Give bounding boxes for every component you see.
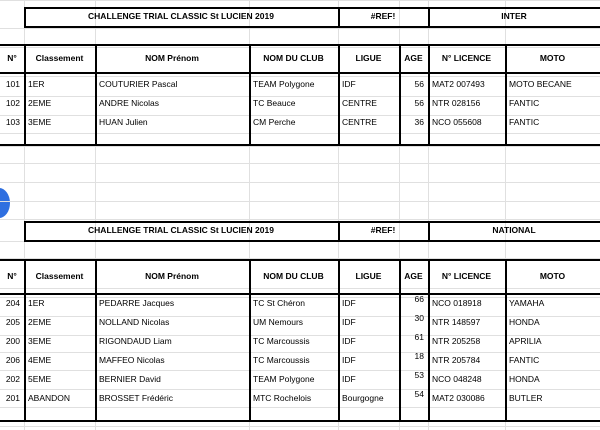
column-header: Classement	[35, 271, 84, 281]
table-cell[interactable]: 103	[5, 117, 20, 127]
table-cell[interactable]: 102	[5, 98, 20, 108]
table-cell[interactable]: 205	[5, 317, 20, 327]
table-cell[interactable]: 1ER	[28, 298, 45, 308]
table-cell[interactable]: 206	[5, 355, 20, 365]
table-cell[interactable]: BUTLER	[509, 393, 543, 403]
table-cell[interactable]: NTR 205784	[432, 355, 481, 365]
blue-circle-marker	[0, 188, 10, 218]
table-cell[interactable]: BROSSET Frédéric	[99, 393, 174, 403]
column-header: N° LICENCE	[441, 53, 492, 63]
column-header: NOM Prénom	[145, 53, 199, 63]
table-cell[interactable]: NOLLAND Nicolas	[99, 317, 170, 327]
table-cell[interactable]: PEDARRE Jacques	[99, 298, 175, 308]
table-cell[interactable]: IDF	[342, 79, 356, 89]
table-cell[interactable]: COUTURIER Pascal	[99, 79, 178, 89]
table-cell[interactable]: HONDA	[509, 317, 540, 327]
column-header: N°	[7, 53, 17, 63]
table-cell[interactable]: 30	[414, 313, 424, 323]
table-cell[interactable]: 204	[5, 298, 20, 308]
table-cell[interactable]: CENTRE	[342, 98, 377, 108]
table-cell[interactable]: TC Marcoussis	[253, 355, 310, 365]
column-header: NOM DU CLUB	[263, 271, 324, 281]
grid-row-line	[0, 28, 600, 29]
column-header: N° LICENCE	[441, 271, 492, 281]
table-cell[interactable]: 56	[414, 98, 424, 108]
column-header: MOTO	[539, 53, 566, 63]
column-header: NOM DU CLUB	[263, 53, 324, 63]
table-cell[interactable]: IDF	[342, 317, 356, 327]
table-cell[interactable]: 36	[414, 117, 424, 127]
table-cell[interactable]: ABANDON	[28, 393, 71, 403]
table-cell[interactable]: NTR 028156	[432, 98, 481, 108]
table-cell[interactable]: APRILIA	[509, 336, 542, 346]
table-cell[interactable]: NTR 148597	[432, 317, 481, 327]
column-header: NOM Prénom	[145, 271, 199, 281]
table-cell[interactable]: CM Perche	[253, 117, 296, 127]
grid-row-line	[0, 182, 600, 183]
section-title: CHALLENGE TRIAL CLASSIC St LUCIEN 2019	[88, 225, 274, 235]
table-cell[interactable]: RIGONDAUD Liam	[99, 336, 172, 346]
table-cell[interactable]: TC Beauce	[253, 98, 296, 108]
grid-row-line	[0, 0, 600, 1]
table-cell[interactable]: MOTO BECANE	[509, 79, 572, 89]
grid-row-line	[0, 146, 600, 147]
table-cell[interactable]: 3EME	[28, 117, 52, 127]
column-header: N°	[7, 271, 17, 281]
table-cell[interactable]: 3EME	[28, 336, 52, 346]
table-cell[interactable]: NTR 205258	[432, 336, 481, 346]
table-cell[interactable]: Bourgogne	[342, 393, 384, 403]
column-header: AGE	[404, 271, 423, 281]
table-cell[interactable]: ANDRE Nicolas	[99, 98, 159, 108]
header-bottom-border	[0, 72, 600, 74]
table-cell[interactable]: FANTIC	[509, 355, 540, 365]
table-cell[interactable]: 2EME	[28, 317, 52, 327]
table-cell[interactable]: MAFFEO Nicolas	[99, 355, 165, 365]
table-cell[interactable]: MAT2 007493	[432, 79, 485, 89]
grid-row-line	[0, 201, 600, 202]
ref-cell: #REF!	[370, 225, 396, 235]
table-cell[interactable]: 18	[414, 351, 424, 361]
category-label: NATIONAL	[492, 225, 536, 235]
title-bar-border	[24, 26, 600, 28]
table-cell[interactable]: 2EME	[28, 98, 52, 108]
table-cell[interactable]: FANTIC	[509, 117, 540, 127]
table-cell[interactable]: TEAM Polygone	[253, 374, 315, 384]
table-cell[interactable]: IDF	[342, 336, 356, 346]
table-cell[interactable]: NCO 018918	[432, 298, 482, 308]
table-cell[interactable]: CENTRE	[342, 117, 377, 127]
table-cell[interactable]: IDF	[342, 298, 356, 308]
table-cell[interactable]: 61	[414, 332, 424, 342]
column-header: LIGUE	[355, 271, 382, 281]
table-cell[interactable]: BERNIER David	[99, 374, 161, 384]
table-cell[interactable]: 201	[5, 393, 20, 403]
table-cell[interactable]: TC Marcoussis	[253, 336, 310, 346]
title-bar-border	[24, 240, 600, 242]
table-cell[interactable]: 5EME	[28, 374, 52, 384]
column-header: AGE	[404, 53, 423, 63]
category-label: INTER	[501, 11, 527, 21]
table-cell[interactable]: 101	[5, 79, 20, 89]
table-cell[interactable]: 53	[414, 370, 424, 380]
table-cell[interactable]: NCO 048248	[432, 374, 482, 384]
table-cell[interactable]: HUAN Julien	[99, 117, 148, 127]
grid-row-line	[0, 163, 600, 164]
table-cell[interactable]: TC St Chéron	[253, 298, 305, 308]
table-cell[interactable]: IDF	[342, 374, 356, 384]
grid-row-line	[0, 219, 600, 220]
table-cell[interactable]: HONDA	[509, 374, 540, 384]
table-cell[interactable]: YAMAHA	[509, 298, 545, 308]
table-cell[interactable]: FANTIC	[509, 98, 540, 108]
table-cell[interactable]: UM Nemours	[253, 317, 304, 327]
table-bottom-border	[0, 420, 600, 422]
ref-cell: #REF!	[370, 11, 396, 21]
table-cell[interactable]: 56	[414, 79, 424, 89]
table-cell[interactable]: 1ER	[28, 79, 45, 89]
column-header: LIGUE	[355, 53, 382, 63]
section-title: CHALLENGE TRIAL CLASSIC St LUCIEN 2019	[88, 11, 274, 21]
table-cell[interactable]: 200	[5, 336, 20, 346]
column-header: MOTO	[539, 271, 566, 281]
table-cell[interactable]: MAT2 030086	[432, 393, 485, 403]
table-cell[interactable]: 202	[5, 374, 20, 384]
table-cell[interactable]: MTC Rochelois	[253, 393, 312, 403]
table-cell[interactable]: NCO 055608	[432, 117, 482, 127]
grid-row-line	[0, 426, 600, 427]
column-header: Classement	[35, 53, 84, 63]
table-bottom-border	[0, 144, 600, 146]
grid-row-line	[0, 133, 600, 134]
table-cell[interactable]: 66	[414, 294, 424, 304]
table-cell[interactable]: IDF	[342, 355, 356, 365]
table-cell[interactable]: 4EME	[28, 355, 52, 365]
table-cell[interactable]: 54	[414, 389, 424, 399]
table-cell[interactable]: TEAM Polygone	[253, 79, 315, 89]
